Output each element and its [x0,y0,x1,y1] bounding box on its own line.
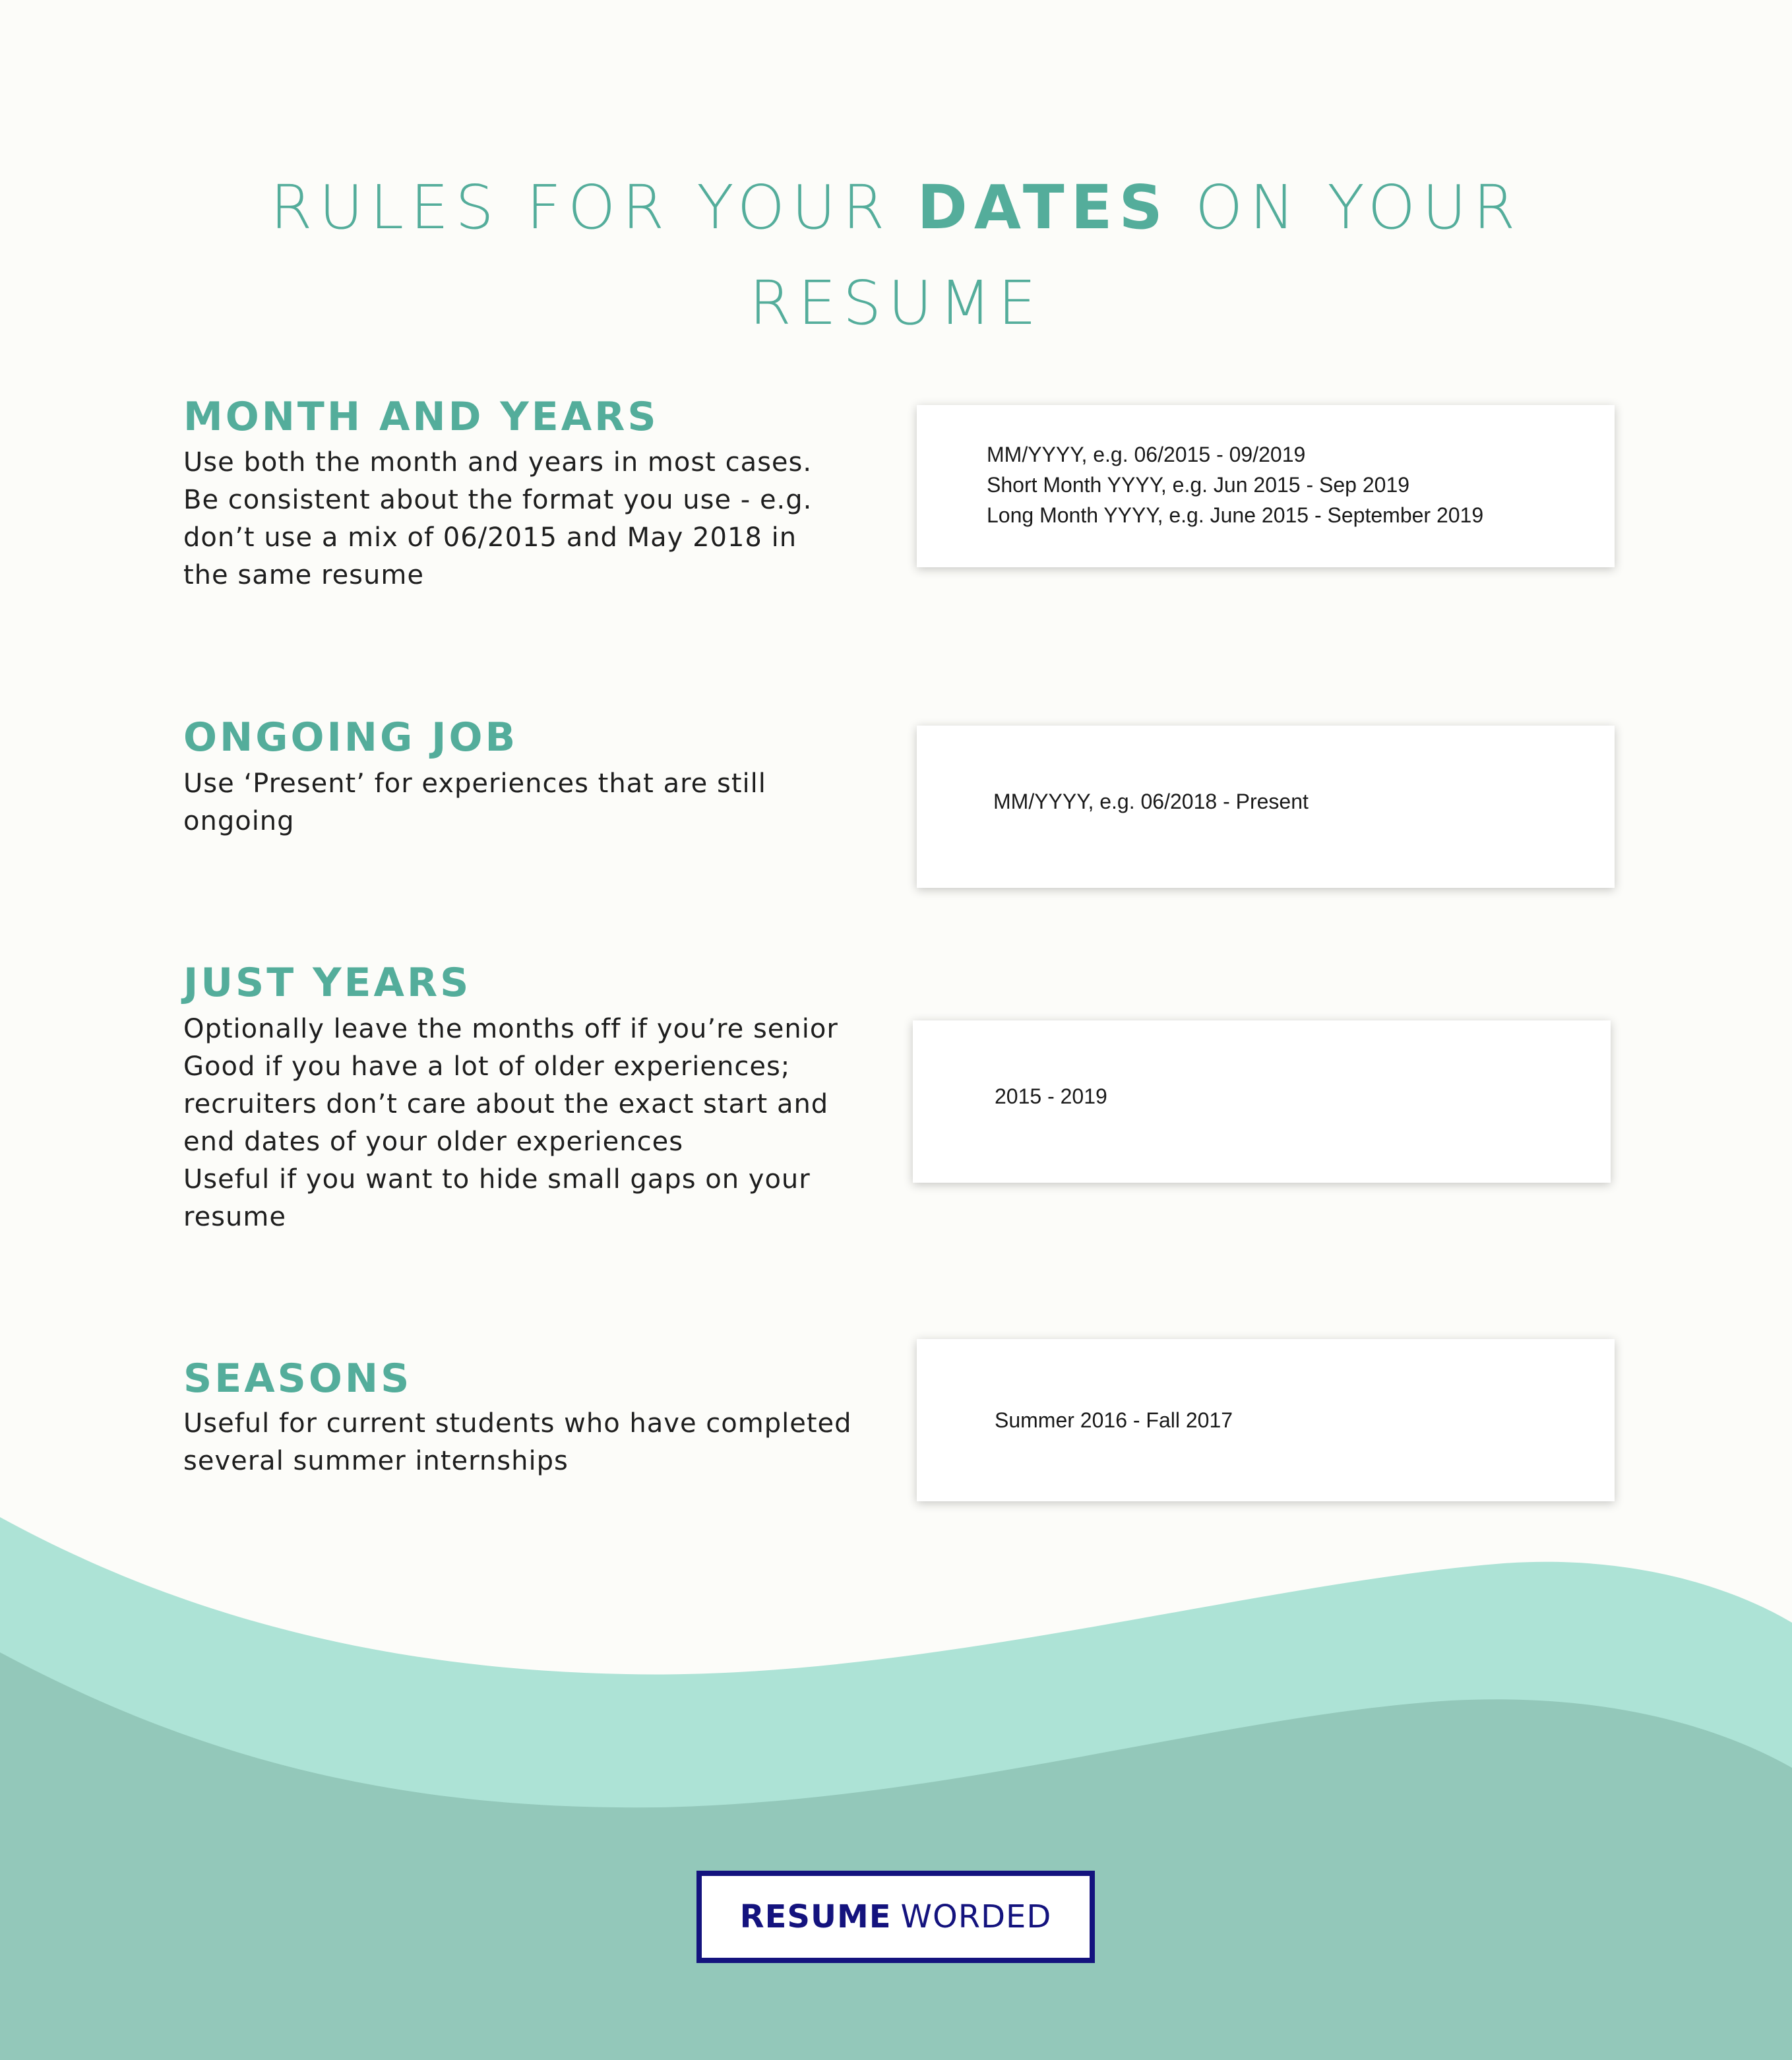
section-heading-just-years: JUST YEARS [183,960,472,1006]
section-heading-seasons: SEASONS [183,1356,412,1402]
title-line-1: RULES FOR YOUR DATES ON YOUR [270,172,1522,243]
title-line-2: RESUME [749,267,1043,338]
logo-text-light: WORDED [900,1898,1052,1935]
example-line: Long Month YYYY, e.g. June 2015 - September 2019 [987,503,1484,527]
section-body-seasons: Useful for current students who have completed several summer internships [183,1408,852,1476]
title-emphasis: DATES [917,172,1169,243]
example-card-ongoing-job [917,726,1615,888]
page-title [0,160,1792,351]
logo-text-bold: RESUME [739,1898,892,1935]
section-heading-ongoing-job: ONGOING JOB [183,714,518,761]
section-body-just-years: Optionally leave the months off if you’re senior Good if you have a lot of older experiences; recruiters don’t care about the exact start and end dates of your older experiences Useful if you want to hide small gaps on your resume [183,1014,838,1232]
section-body-month-and-years: Use both the month and years in most cases. Be consistent about the format you use - e.g. don’t use a mix of 06/2015 and May 2018 in the same resume [183,447,813,590]
section-heading-month-and-years: MONTH AND YEARS [183,394,659,440]
example-line: MM/YYYY, e.g. 06/2015 - 09/2019 [987,443,1306,466]
example-card-month-and-years [917,405,1615,567]
example-line: 2015 - 2019 [995,1084,1107,1108]
example-card-seasons [917,1339,1615,1501]
section-body-ongoing-job: Use ‘Present’ for experiences that are still ongoing [183,768,766,836]
example-card-just-years [913,1020,1611,1183]
example-line: Summer 2016 - Fall 2017 [995,1408,1233,1432]
resume-worded-logo [696,1871,1095,1963]
example-line: MM/YYYY, e.g. 06/2018 - Present [993,790,1309,813]
example-line: Short Month YYYY, e.g. Jun 2015 - Sep 2019 [987,473,1410,497]
